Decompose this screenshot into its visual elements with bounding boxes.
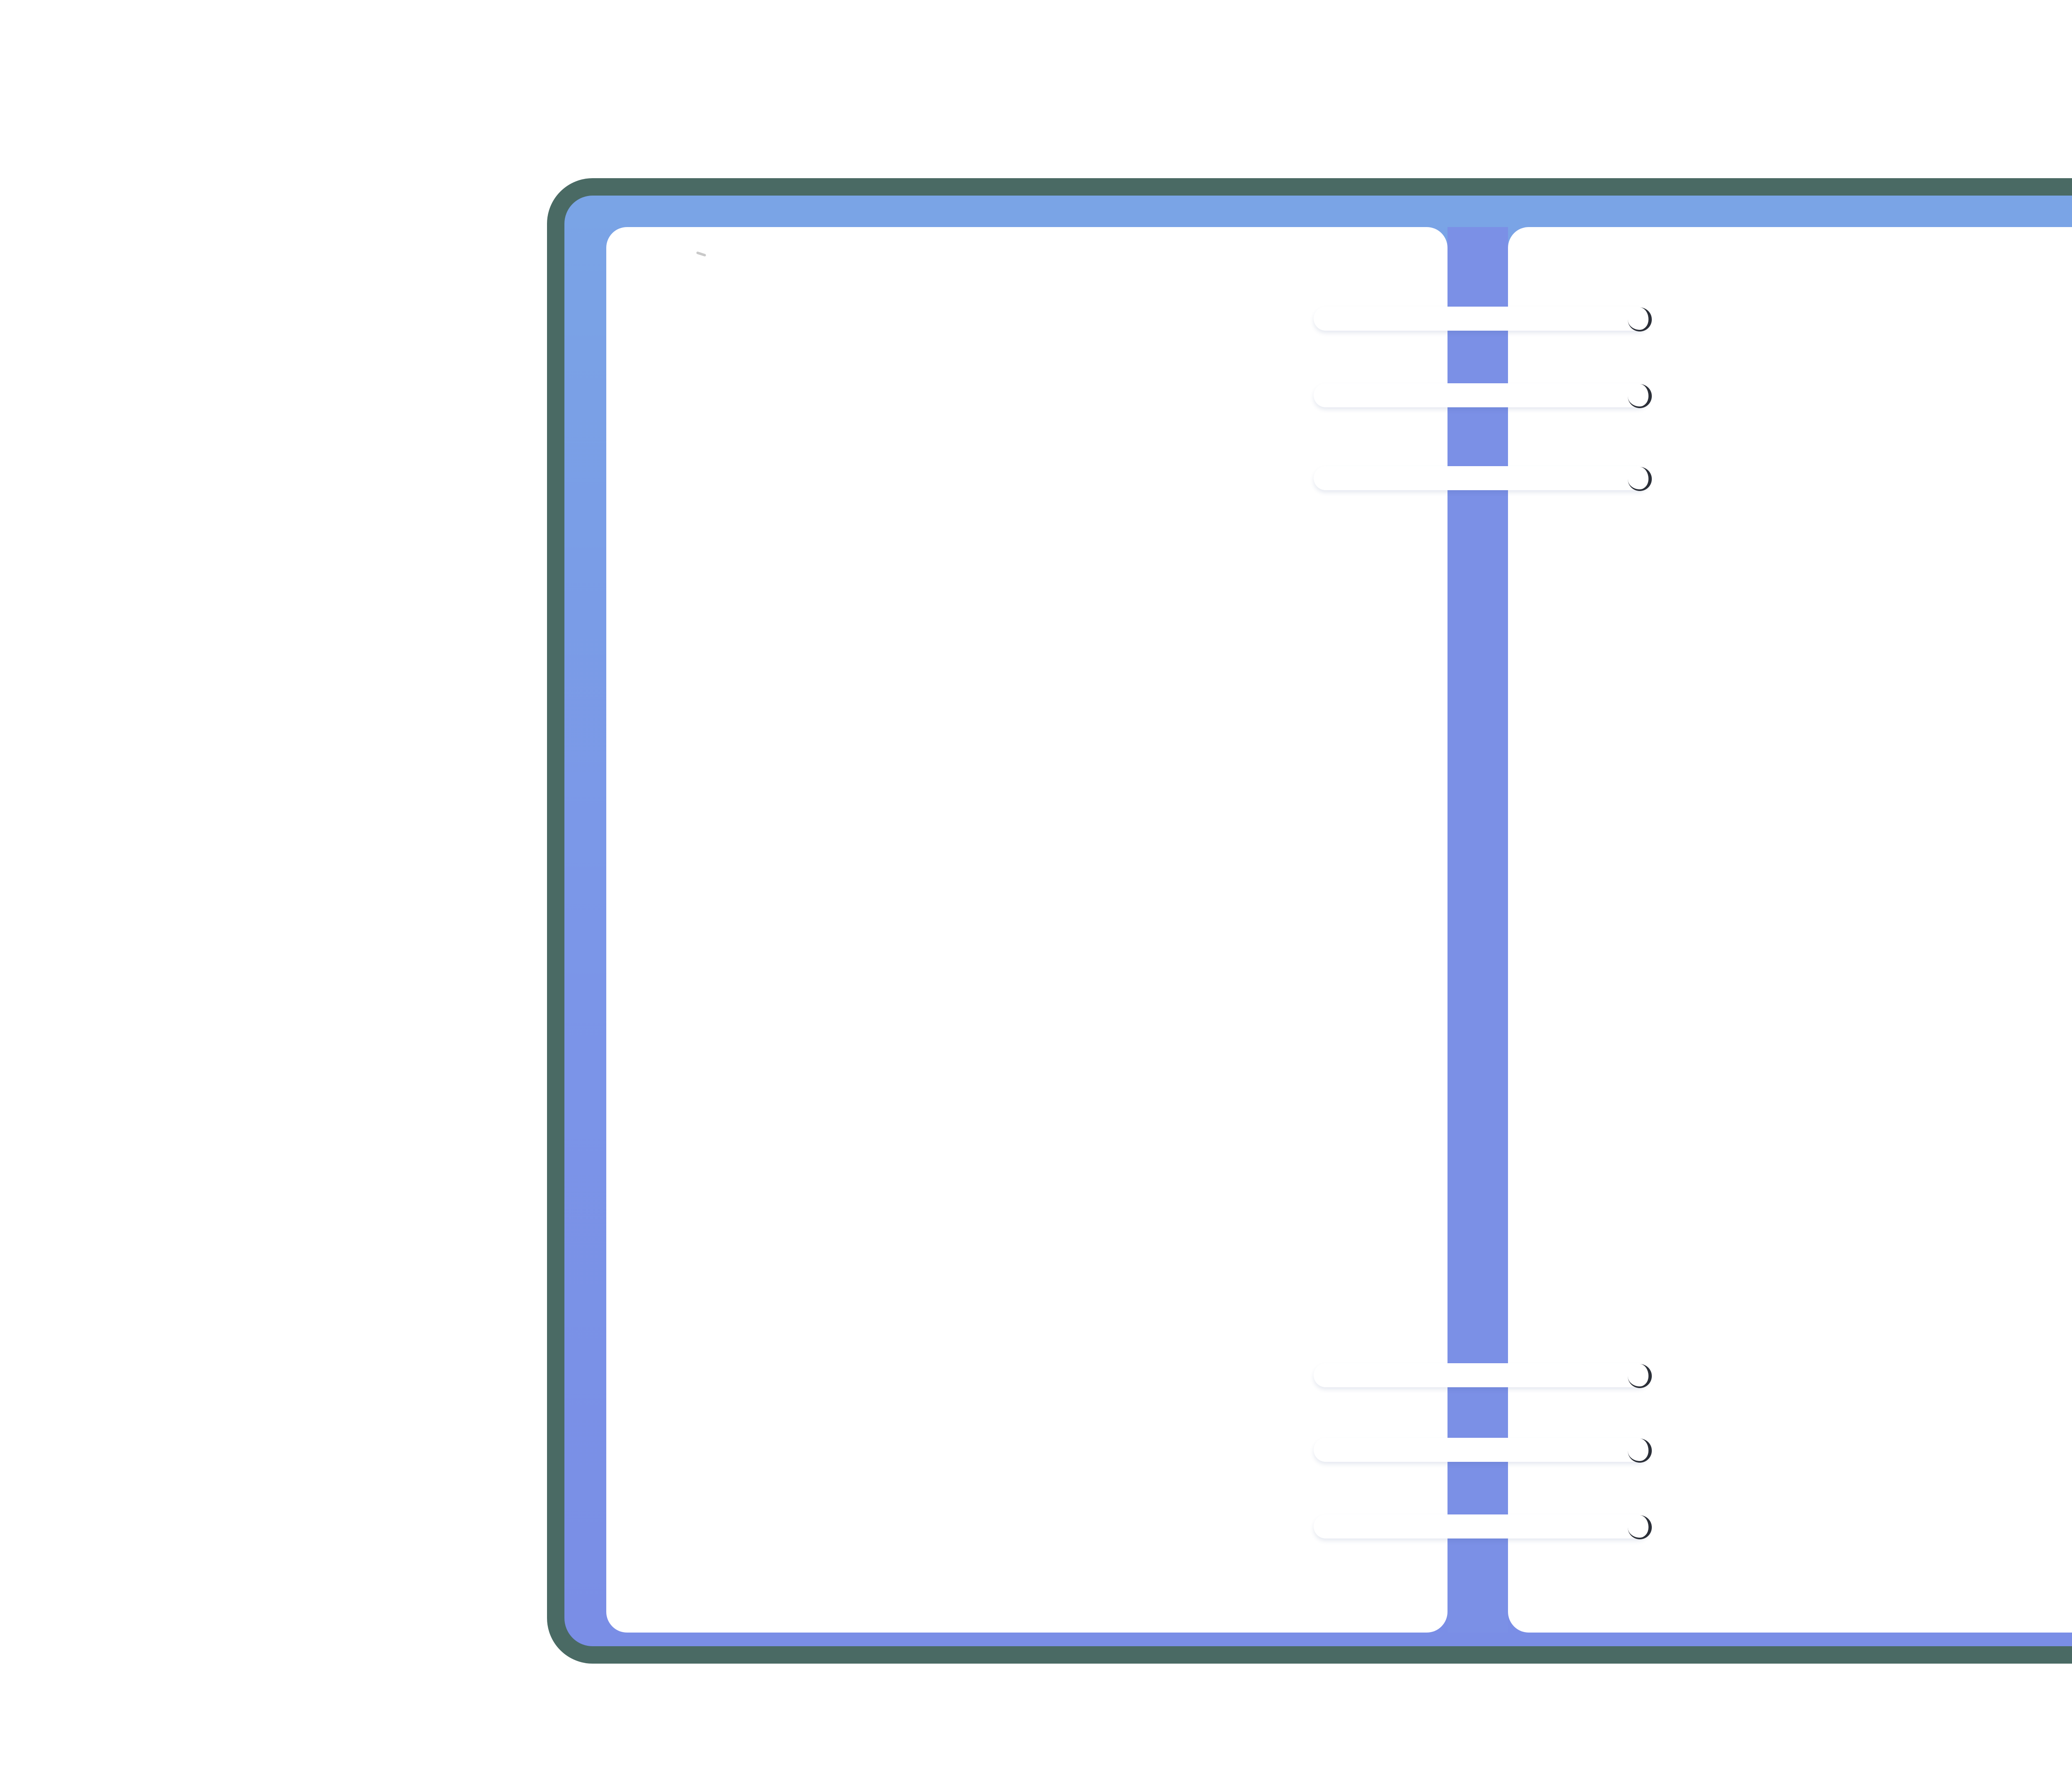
binder-ring-icon [1314,383,1649,407]
binder-ring-icon [1314,307,1649,331]
binder-ring-icon [1314,466,1649,490]
notebook-spine [1447,227,1508,1633]
right-page[interactable] [1508,227,2072,1633]
binder-ring-icon [1314,1363,1649,1387]
binder-ring-icon [1314,1514,1649,1538]
left-page[interactable] [606,227,1447,1633]
binder-ring-icon [1314,1438,1649,1462]
